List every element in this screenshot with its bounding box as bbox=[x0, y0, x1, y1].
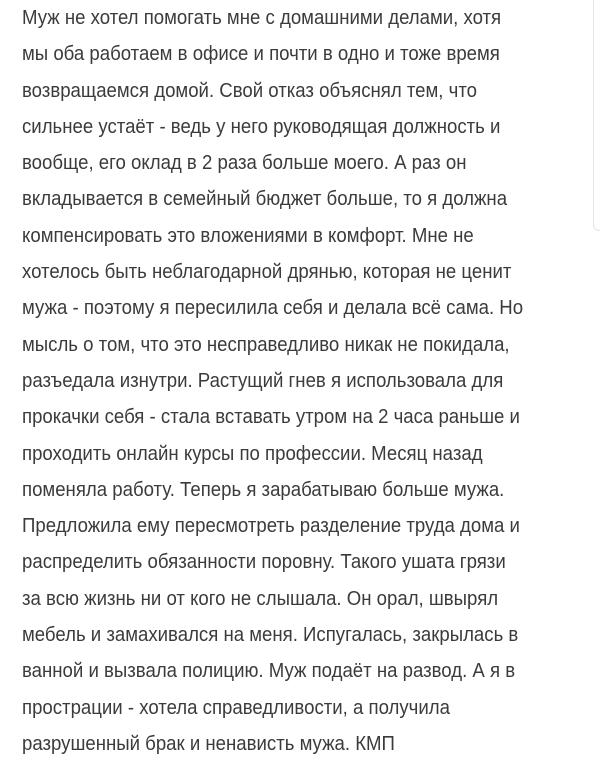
text-line: распределить обязанности поровну. Такого ушата грязи bbox=[22, 551, 506, 574]
text-line: прокачки себя - стала вставать утром на 2 часа раньше и bbox=[22, 406, 520, 429]
text-line: Муж не хотел помогать мне с домашними делами, хотя bbox=[22, 7, 502, 29]
text-line: мы оба работаем в офисе и почти в одно и тоже время bbox=[22, 43, 500, 66]
text-line: разъедала изнутри. Растущий гнев я использовала для bbox=[22, 369, 504, 392]
text-line: мебель и замахивался на меня. Испугалась, закрылась в bbox=[22, 624, 519, 647]
text-line: разрушенный брак и ненависть мужа. КМП bbox=[22, 732, 395, 755]
text-line: поменяла работу. Теперь я зарабатываю больше мужа. bbox=[22, 478, 505, 501]
text-line: сильнее устаёт - ведь у него руководящая должность и bbox=[22, 115, 501, 138]
text-line: возвращаемся домой. Свой отказ объяснял тем, что bbox=[22, 79, 477, 102]
text-line: прострации - хотела справедливости, а получила bbox=[22, 696, 450, 719]
text-line: вкладывается в семейный бюджет больше, то я должна bbox=[22, 188, 508, 211]
text-line: проходить онлайн курсы по профессии. Месяц назад bbox=[22, 442, 483, 465]
text-line: ванной и вызвала полицию. Муж подаёт на развод. А я в bbox=[22, 660, 516, 683]
text-line: компенсировать это вложениями в комфорт. Мне не bbox=[22, 224, 474, 247]
text-line: вообще, его оклад в 2 раза больше моего. А раз он bbox=[22, 152, 467, 175]
text-line: за всю жизнь ни от кого не слышала. Он орал, швырял bbox=[22, 587, 499, 610]
text-line: мысль о том, что это несправедливо никак не покидала, bbox=[22, 333, 510, 356]
text-line: мужа - поэтому я пересилила себя и делала всё сама. Но bbox=[22, 297, 524, 320]
text-line: Предложила ему пересмотреть разделение труда дома и bbox=[22, 515, 520, 538]
story-text bbox=[22, 0, 592, 762]
text-line: хотелось быть неблагодарной дрянью, которая не ценит bbox=[22, 261, 512, 284]
scroll-edge bbox=[593, 0, 600, 231]
